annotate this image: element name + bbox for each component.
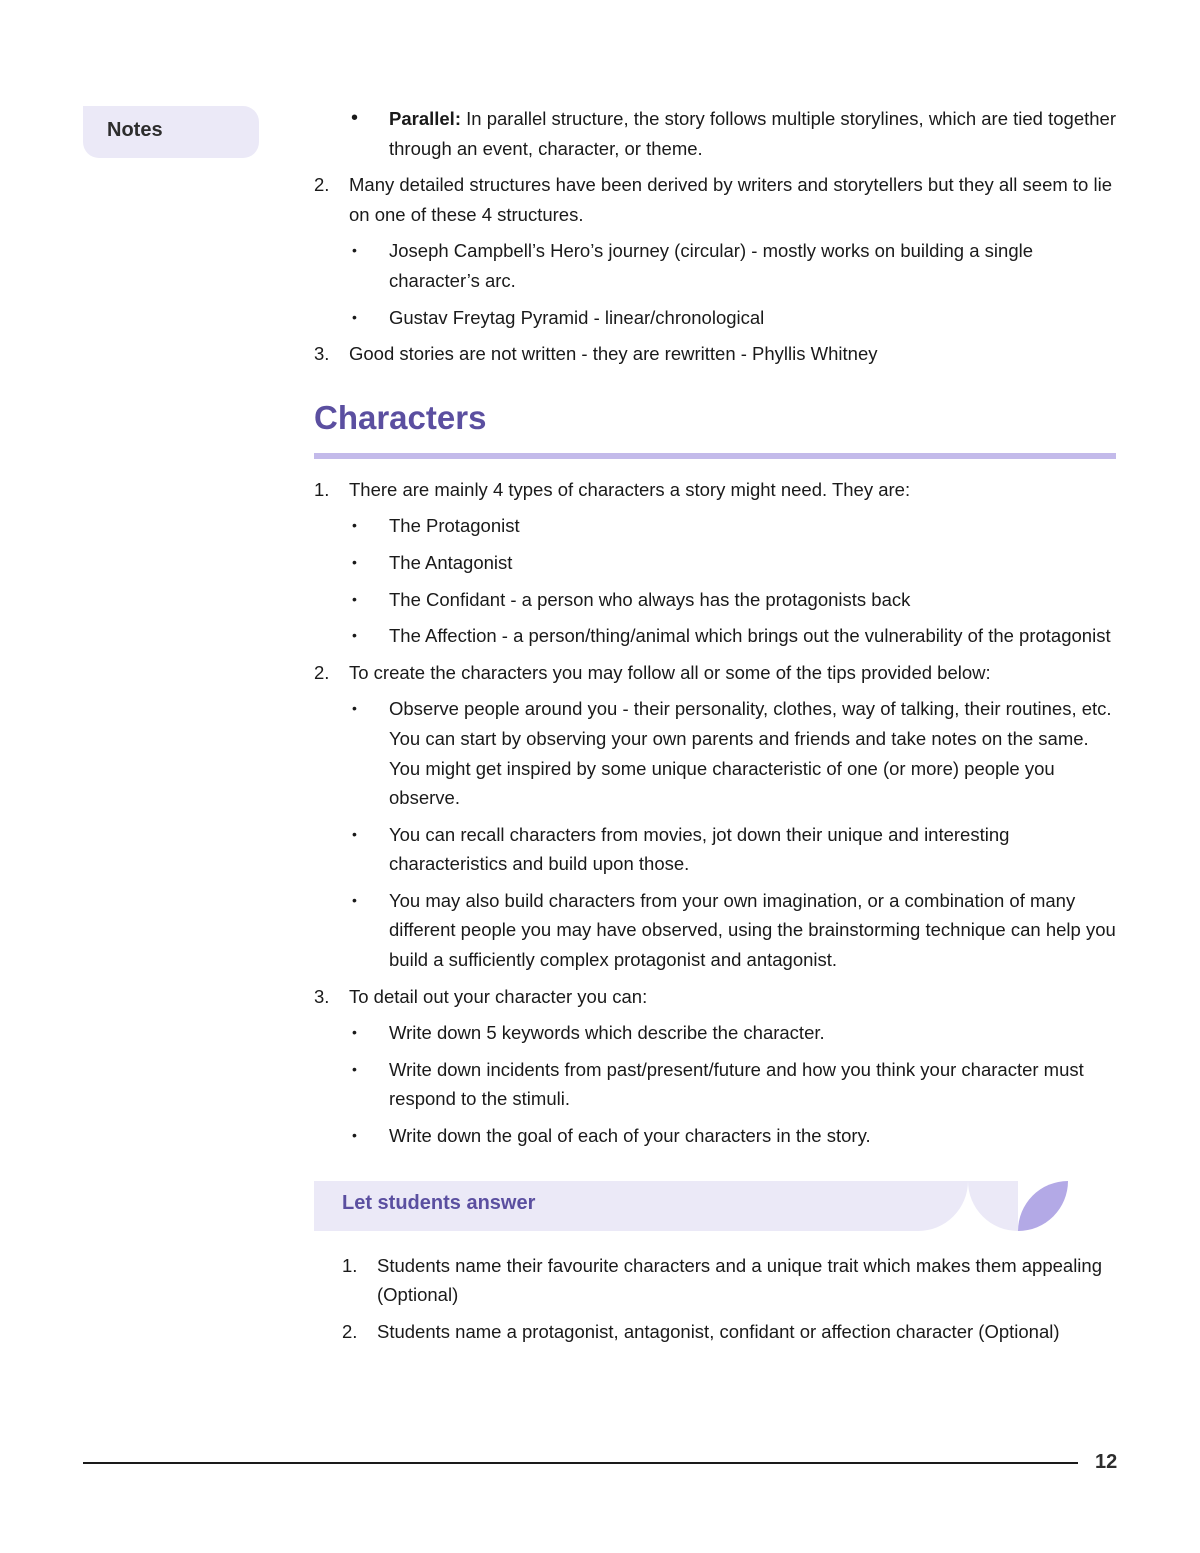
item-text: Students name their favourite characters and a unique trait which makes them appealing (Optional) [377, 1254, 1102, 1306]
parallel-term: Parallel: [389, 108, 461, 129]
bullet-item [314, 585, 1116, 615]
footer-divider [83, 1462, 1078, 1464]
bullet-item [314, 820, 1116, 879]
bullet-dot: • [352, 891, 357, 908]
numbered-item [314, 658, 1116, 688]
bullet-item [314, 236, 1116, 295]
bullet-item [314, 621, 1116, 651]
notes-label: Notes [107, 119, 163, 141]
bullet-item [314, 1121, 1116, 1151]
bullet-text: Observe people around you - their personality, clothes, way of talking, their routines, etc. You can start by observing your own parents and friends and take notes on the same. You might get inspired by some unique characteristic of one (or more) people you observe. [389, 698, 1112, 809]
numbered-item [314, 475, 1116, 505]
item-text: There are mainly 4 types of characters a story might need. They are: [349, 478, 911, 500]
bullet-dot: • [352, 1127, 357, 1144]
item-text: To create the characters you may follow all or some of the tips provided below: [349, 661, 991, 683]
bullet-item [314, 511, 1116, 541]
main-content [314, 104, 1116, 1346]
bullet-text: The Affection - a person/thing/animal which brings out the vulnerability of the protagonist [389, 625, 1111, 647]
bullet-dot: • [352, 1060, 357, 1077]
callout-title: Let students answer [342, 1191, 536, 1214]
bullet-dot: • [351, 107, 359, 129]
let-students-answer-callout [314, 1181, 1068, 1231]
page-number: 12 [1095, 1451, 1118, 1473]
numbered-item [342, 1317, 1116, 1347]
bullet-dot: • [352, 517, 357, 534]
numbered-item [314, 339, 1116, 369]
item-number: 3. [314, 343, 330, 365]
bullet-text: Gustav Freytag Pyramid - linear/chronological [389, 306, 765, 328]
item-number: 1. [342, 1254, 358, 1276]
notes-tab [83, 106, 259, 158]
numbered-item [314, 170, 1116, 229]
parallel-text: In parallel structure, the story follows multiple storylines, which are tied together through an event, character, or theme. [389, 108, 1116, 159]
item-text: To detail out your character you can: [349, 985, 648, 1007]
item-number: 1. [314, 478, 330, 500]
parallel-bullet [314, 104, 1116, 163]
bullet-text: You may also build characters from your own imagination, or a combination of many different people you may have observed, using the brainstorming technique can help you build a sufficiently complex protagonist and antagonist. [389, 889, 1116, 971]
bullet-dot: • [352, 242, 357, 259]
answers-list [314, 1251, 1116, 1347]
bullet-dot: • [352, 627, 357, 644]
bullet-text: The Protagonist [389, 515, 520, 537]
bullet-item [314, 886, 1116, 975]
bullet-text: Write down incidents from past/present/future and how you think your character must respond to the stimuli. [389, 1058, 1084, 1110]
bullet-dot: • [352, 825, 357, 842]
bullet-text: You can recall characters from movies, jot down their unique and interesting characteristics and build upon those. [389, 823, 1010, 875]
item-text: Good stories are not written - they are rewritten - Phyllis Whitney [349, 343, 878, 365]
item-number: 2. [342, 1320, 358, 1342]
bullet-item [314, 303, 1116, 333]
bullet-text: The Confidant - a person who always has the protagonists back [389, 588, 911, 610]
bullet-dot: • [352, 590, 357, 607]
bullet-text: Joseph Campbell’s Hero’s journey (circular) - mostly works on building a single character’s arc. [389, 240, 1034, 291]
section-heading-characters: Characters [314, 397, 1116, 459]
bullet-dot: • [352, 308, 357, 325]
callout-bar-segment [968, 1181, 1018, 1231]
item-number: 2. [314, 174, 330, 196]
intro-list [314, 170, 1116, 369]
characters-list [314, 475, 1116, 1151]
bullet-item [314, 1055, 1116, 1114]
leaf-icon [1018, 1181, 1068, 1231]
item-text: Many detailed structures have been derived by writers and storytellers but they all seem to lie on one of these 4 structures. [349, 174, 1112, 225]
item-text: Students name a protagonist, antagonist, confidant or affection character (Optional) [377, 1320, 1060, 1342]
bullet-item [314, 694, 1116, 812]
bullet-dot: • [352, 700, 357, 717]
numbered-item [342, 1251, 1116, 1310]
item-number: 3. [314, 985, 330, 1007]
bullet-text: Write down the goal of each of your characters in the story. [389, 1125, 871, 1147]
numbered-item [314, 982, 1116, 1012]
bullet-item [314, 548, 1116, 578]
item-number: 2. [314, 661, 330, 683]
bullet-dot: • [352, 1024, 357, 1041]
bullet-text: Write down 5 keywords which describe the character. [389, 1022, 825, 1044]
bullet-text: The Antagonist [389, 551, 513, 573]
bullet-dot: • [352, 553, 357, 570]
bullet-item [314, 1018, 1116, 1048]
